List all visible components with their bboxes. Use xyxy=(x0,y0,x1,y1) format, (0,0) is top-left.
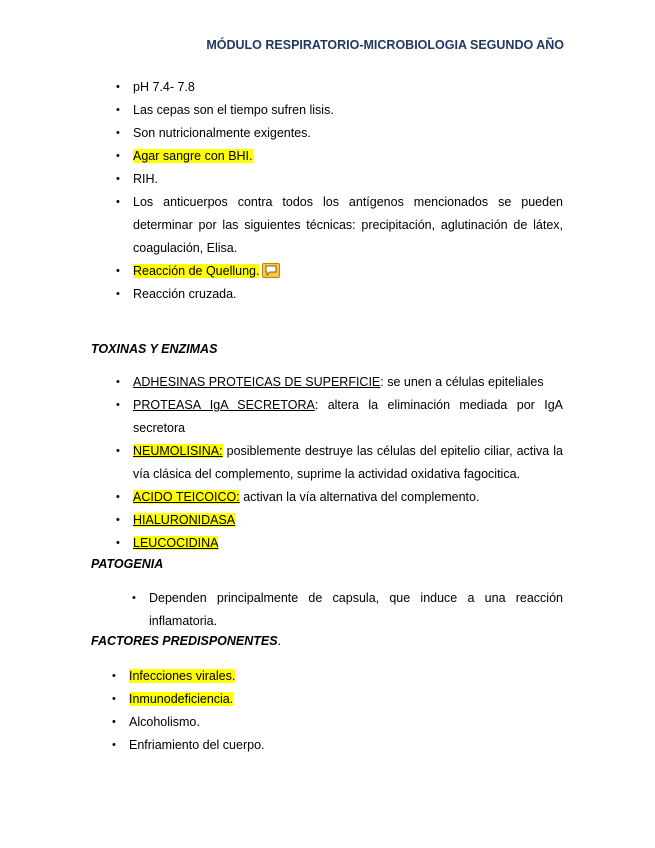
list-item: • Inmunodeficiencia. xyxy=(112,692,234,706)
list-item: • Reacción de Quellung. xyxy=(0,260,655,283)
list-item: • Reacción cruzada. xyxy=(116,287,237,301)
list-item: • Las cepas son el tiempo sufren lisis. xyxy=(116,103,334,117)
list-item-text: Infecciones virales. xyxy=(129,669,236,683)
list-item-text: RIH. xyxy=(133,172,158,186)
list-item: • Alcoholismo. xyxy=(112,715,200,729)
list-item: • HIALURONIDASA xyxy=(116,513,236,527)
list-item: • RIH. xyxy=(116,172,158,186)
list-item-text: Dependen principalmente de capsula, que induce a una reacción inflamatoria. xyxy=(149,591,563,628)
term: PROTEASA IgA SECRETORA xyxy=(133,398,315,412)
term: HIALURONIDASA xyxy=(133,513,236,527)
list-item: • PROTEASA IgA SECRETORA: altera la eliminación mediada por IgA secretora xyxy=(116,398,563,435)
list-item-text: Los anticuerpos contra todos los antígenos mencionados se pueden determinar por las siguientes técnicas: precipitación, aglutinación de látex, coagulación, Elisa. xyxy=(133,195,563,255)
term: ADHESINAS PROTEICAS DE SUPERFICIE xyxy=(133,375,381,389)
list-item-text: pH 7.4- 7.8 xyxy=(133,80,195,94)
term-desc: activan la vía alternativa del complemento. xyxy=(239,490,480,504)
list-item-text: Enfriamiento del cuerpo. xyxy=(129,738,265,752)
list-item: • Enfriamiento del cuerpo. xyxy=(112,738,265,752)
section-title-suffix: . xyxy=(277,634,282,648)
list-item: • NEUMOLISINA: posiblemente destruye las células del epitelio ciliar, activa la vía clásica del complemento, suprime la actividad oxidativa fagocitica. xyxy=(116,444,563,481)
list-item: • Dependen principalmente de capsula, que induce a una reacción inflamatoria. xyxy=(0,587,655,633)
list-item: • Son nutricionalmente exigentes. xyxy=(116,126,311,140)
term: NEUMOLISINA: xyxy=(133,444,223,458)
section-title-patogenia: PATOGENIA xyxy=(91,557,164,571)
term: ACIDO TEICOICO: xyxy=(133,490,240,504)
list-item: • Agar sangre con BHI. xyxy=(116,149,253,163)
toxinas-list xyxy=(0,371,655,555)
patogenia-list xyxy=(0,587,655,633)
list-item-text: Alcoholismo. xyxy=(129,715,200,729)
list-item: • ACIDO TEICOICO: activan la vía alternativa del complemento. xyxy=(116,490,480,504)
list-item-text: Inmunodeficiencia. xyxy=(129,692,234,706)
list-item-text: Reacción de Quellung. xyxy=(133,264,260,278)
term-desc: : altera la eliminación mediada por IgA secretora xyxy=(133,398,563,435)
list-item-text: Las cepas son el tiempo sufren lisis. xyxy=(133,103,334,117)
properties-list xyxy=(0,76,655,306)
section-title-factores xyxy=(91,634,281,648)
term-desc: posiblemente destruye las células del epitelio ciliar, activa la vía clásica del complemento, suprime la actividad oxidativa fagocitica. xyxy=(133,444,563,481)
list-item-text: Agar sangre con BHI. xyxy=(133,149,253,163)
section-title-factores-text: FACTORES PREDISPONENTES xyxy=(91,634,278,648)
list-item-text: Son nutricionalmente exigentes. xyxy=(133,126,311,140)
factores-list xyxy=(0,665,655,757)
list-item: • Infecciones virales. xyxy=(112,669,236,683)
list-item: • ADHESINAS PROTEICAS DE SUPERFICIE: se unen a células epiteliales xyxy=(116,375,544,389)
list-item: • LEUCOCIDINA xyxy=(116,536,219,550)
term: LEUCOCIDINA xyxy=(133,536,219,550)
list-item-text: Reacción cruzada. xyxy=(133,287,237,301)
term-desc: : se unen a células epiteliales xyxy=(380,375,544,389)
page-header: MÓDULO RESPIRATORIO-MICROBIOLOGIA SEGUNDO AÑO xyxy=(206,38,564,52)
list-item: • Los anticuerpos contra todos los antígenos mencionados se pueden determinar por las siguientes técnicas: precipitación, aglutinación de látex, coagulación, Elisa. xyxy=(0,191,655,260)
comment-icon[interactable] xyxy=(262,263,280,278)
list-item: • pH 7.4- 7.8 xyxy=(116,80,195,94)
section-title-toxinas: TOXINAS Y ENZIMAS xyxy=(91,342,218,356)
